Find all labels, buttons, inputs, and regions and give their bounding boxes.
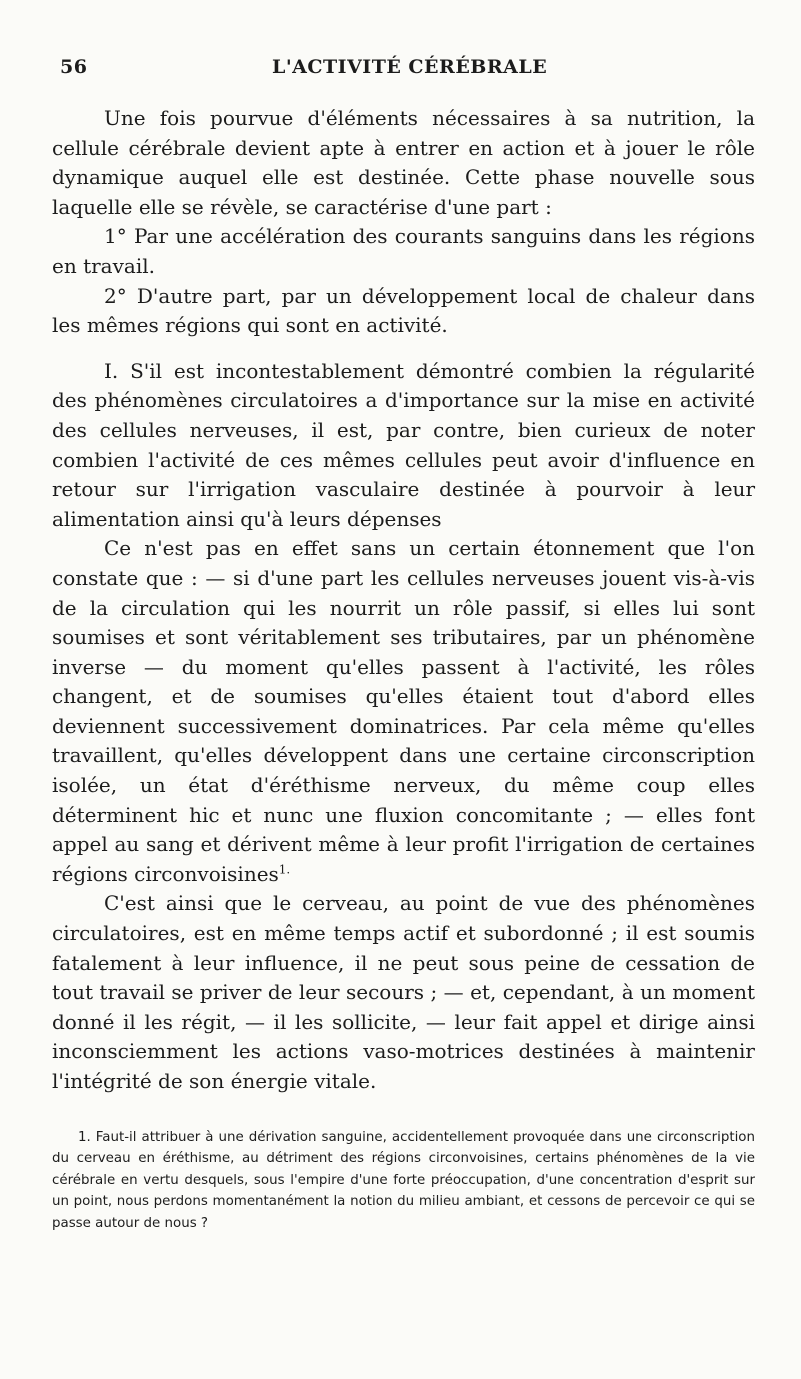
paragraph-section-i: I. S'il est incontestablement démontré combien la régularité des phénomènes circulatoires a d'importance sur la mise en activité des cellules nerveuses, il est, par contre, bien curieux de noter combien l'activité de ces mêmes cellules peut avoir d'influence en retour sur l'irrigation vasculaire destinée à pourvoir à leur alimentation ainsi qu'à leurs dépenses [52, 358, 755, 531]
paragraph-intro: Une fois pourvue d'éléments nécessaires à sa nutrition, la cellule cérébrale devient apte à entrer en action et à jouer le rôle dynamique auquel elle est destinée. Cette phase nouvelle sous laquelle elle se révèle, se caractérise d'une part : [52, 106, 755, 219]
footnote-1: 1. Faut-il attribuer à une dérivation sanguine, accidentellement provoquée dans une circonscription du cerveau en éréthisme, au détriment des régions circonvoisines, certains phénomènes de la vie cérébrale en vertu desquels, sous l'empire d'une forte préoccupation, d'une concentration d'esprit sur un point, nous perdons momentanément la notion du milieu ambiant, et cessons de percevoir ce qui se passe autour de nous ? [52, 1129, 755, 1231]
paragraph-point-1: 1° Par une accélération des courants sanguins dans les régions en travail. [52, 224, 755, 278]
footnotes [52, 1127, 755, 1235]
running-head [52, 56, 755, 86]
paragraph-astonishment-text: Ce n'est pas en effet sans un certain étonnement que l'on constate que : — si d'une part les cellules nerveuses jouent vis-à-vis de la circulation qui les nourrit un rôle passif, si elles lui sont soumises et sont véritablement ses tributaires, par un phénomène inverse — du moment qu'elles passent à l'activité, les rôles changent, et de soumises qu'elles étaient tout d'abord elles deviennent successivement dominatrices. Par cela même qu'elles travaillent, qu'elles développent dans une certaine circonscription isolée, un état d'éréthisme nerveux, du même coup elles déterminent hic et nunc une fluxion concomitante ; — elles font appel au sang et dérivent même à leur profit l'irrigation de certaines régions circonvoisines [52, 536, 755, 886]
footnote-reference[interactable]: 1. [278, 862, 291, 877]
paragraph-astonishment [52, 534, 755, 889]
page-number: 56 [60, 56, 88, 78]
chapter-title: L'ACTIVITÉ CÉRÉBRALE [272, 56, 548, 78]
body-text [52, 104, 755, 1097]
paragraph-conclusion: C'est ainsi que le cerveau, au point de vue des phénomènes circulatoires, est en même temps actif et subordonné ; il est soumis fatalement à leur influence, il ne peut sous peine de cessation de tout travail se priver de leur secours ; — et, cependant, à un moment donné il les régit, — il les sollicite, — leur fait appel et dirige ainsi inconsciemment les actions vaso-motrices destinées à maintenir l'intégrité de son énergie vitale. [52, 891, 755, 1093]
paragraph-point-2: 2° D'autre part, par un développement local de chaleur dans les mêmes régions qui sont en activité. [52, 283, 755, 338]
